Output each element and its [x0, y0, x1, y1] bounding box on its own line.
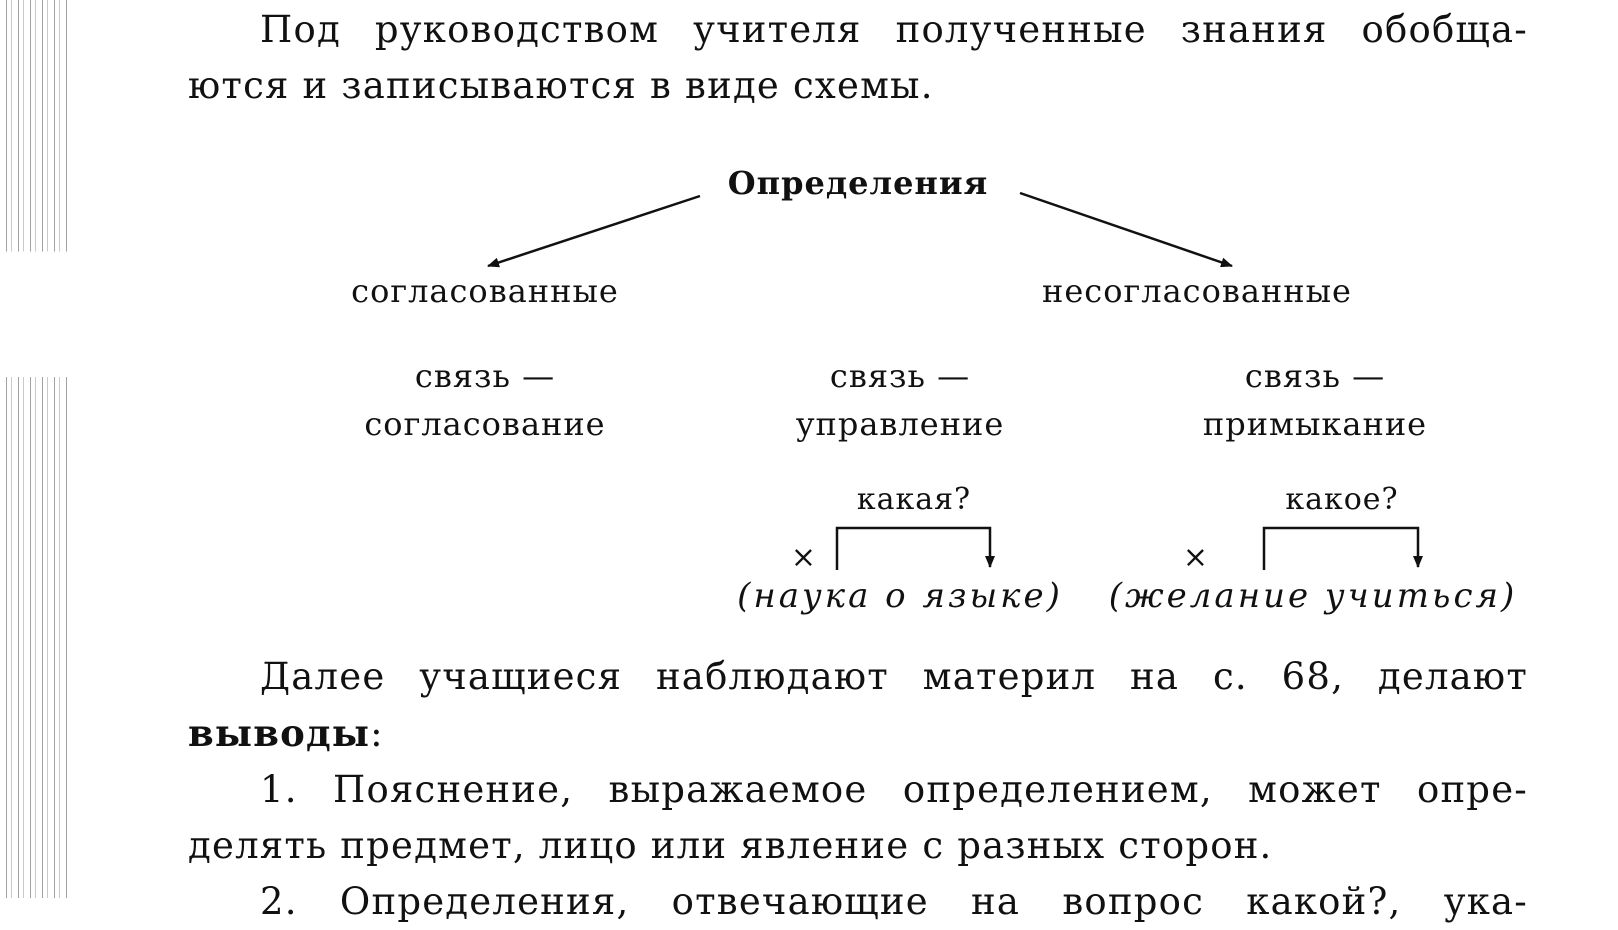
- connection-agreement-line2: согласование: [364, 405, 606, 443]
- conclusion-item-1-line-1: 1. Пояснение, выражаемое определением, может опре-: [260, 768, 1528, 811]
- example-phrase-2: (желание учиться): [1108, 576, 1518, 616]
- conclusion-paragraph: [188, 649, 1528, 930]
- question-label-1: какая?: [856, 482, 972, 517]
- bracket-arrow-2: [1264, 528, 1418, 570]
- intro-line-2: ются и записываются в виде схемы.: [188, 64, 934, 107]
- left-branch-label: согласованные: [351, 272, 619, 310]
- conclusion-item-1-line-2: делять предмет, лицо или явление с разных сторон.: [188, 824, 1273, 867]
- conclusion-bold-word: выводы: [188, 711, 371, 755]
- conclusion-line-2: [188, 705, 1528, 762]
- connection-adjunction-line2: примыкание: [1202, 405, 1428, 443]
- conclusion-line-2-rest: :: [370, 712, 384, 755]
- conclusion-line-1: Далее учащиеся наблюдают материл на с. 68, делают: [260, 655, 1528, 698]
- diagram-root-label: Определения: [727, 164, 989, 202]
- arrow-to-left-branch: [488, 196, 700, 266]
- connection-government-line1: связь —: [829, 357, 971, 395]
- right-branch-label: несогласованные: [1042, 272, 1352, 310]
- main-word-marker-1: ×: [790, 540, 818, 575]
- example-phrase-1: (наука о языке): [737, 576, 1063, 616]
- connection-agreement: [364, 352, 605, 448]
- arrow-to-right-branch: [1020, 193, 1232, 266]
- connection-adjunction: [1203, 352, 1427, 448]
- main-word-marker-2: ×: [1182, 540, 1210, 575]
- connection-agreement-line1: связь —: [414, 357, 556, 395]
- intro-line-1: Под руководством учителя полученные знания обобща-: [260, 8, 1528, 51]
- connection-government-line2: управление: [795, 405, 1005, 443]
- connection-adjunction-line1: связь —: [1244, 357, 1386, 395]
- connection-government: [796, 352, 1005, 448]
- bracket-arrow-1: [837, 528, 990, 570]
- question-label-2: какое?: [1285, 482, 1399, 517]
- conclusion-item-2-partial: 2. Определения, отвечающие на вопрос какой?, ука-: [260, 880, 1528, 923]
